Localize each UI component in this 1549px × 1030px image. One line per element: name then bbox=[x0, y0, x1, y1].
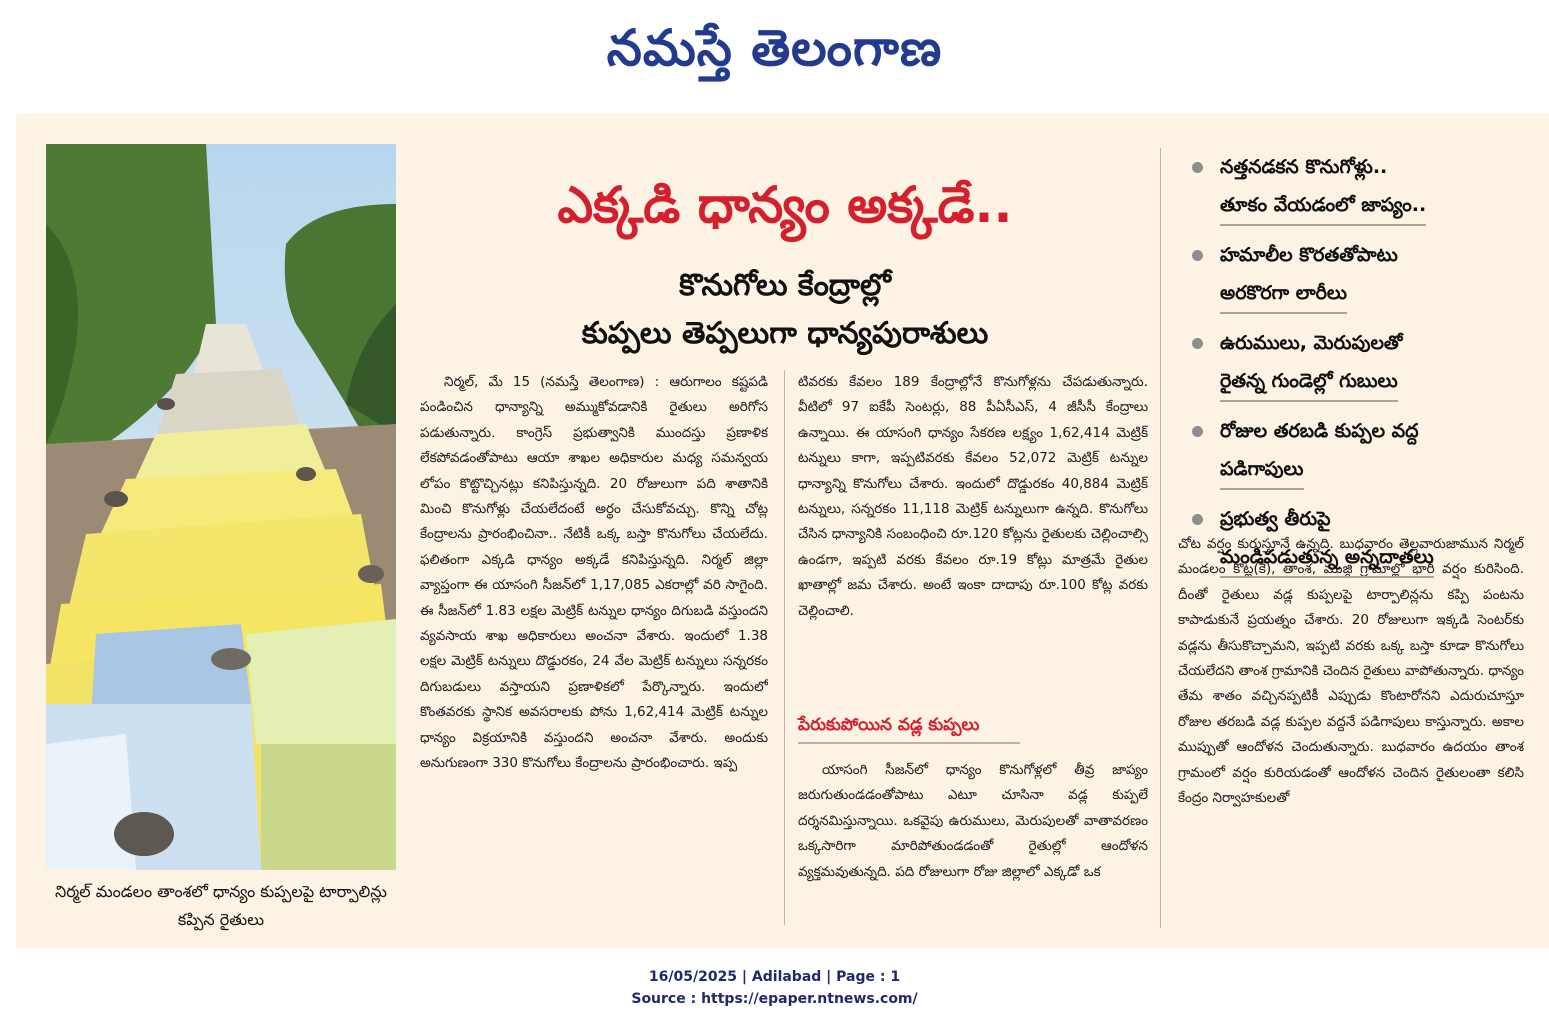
edition-info: 16/05/2025 | Adilabad | Page : 1 bbox=[648, 969, 901, 985]
bullet-line: తూకం వేయడంలో జాప్యం.. bbox=[1220, 186, 1426, 226]
bullet-dot-icon bbox=[1192, 426, 1203, 437]
article-text: యాసంగి సీజన్‌లో ధాన్యం కొనుగోళ్లలో తీవ్ర జాప్యం జరుగుతుండడంతోపాటు ఎటూ చూసినా వడ్ల కుప్పలే దర్శనమిస్తున్నాయి. ఒకవైపు ఉరుములు, మెరుపులతో వాతావరణం ఒక్కసారిగా మారిపోతుండడంతో రైతుల్లో ఆందోళన వ్యక్తమవుతున్నది. పది రోజులుగా రోజు జిల్లాలో ఎక్కడో ఒక bbox=[798, 762, 1148, 880]
bullet-line: ప్రభుత్వ తీరుపై bbox=[1220, 508, 1331, 530]
bullet-line: నత్తనడకన కొనుగోళ్లు.. bbox=[1220, 156, 1388, 178]
bullet-item bbox=[1192, 324, 1522, 402]
bullet-line: పడిగాపులు bbox=[1220, 450, 1304, 490]
article-column-2b bbox=[798, 758, 1148, 933]
bullet-line: రోజుల తరబడి కుప్పల వద్ద bbox=[1220, 420, 1419, 442]
bullet-line: రైతన్న గుండెల్లో గుబులు bbox=[1220, 362, 1398, 402]
article-column-2 bbox=[798, 370, 1148, 690]
bullet-line: హమాలీల కొరతతోపాటు bbox=[1220, 244, 1398, 266]
bullet-item bbox=[1192, 412, 1522, 490]
bullet-dot-icon bbox=[1192, 514, 1203, 525]
masthead-logo: నమస్తే తెలంగాణ bbox=[606, 18, 943, 77]
highlight-bullets bbox=[1192, 148, 1522, 588]
article-text: నిర్మల్, మే 15 (నమస్తే తెలంగాణ) : ఆరుగాలం కష్టపడి పండించిన ధాన్యాన్ని అమ్ముకోవడానికి రైతులు అరిగోస పడుతున్నారు. కాంగ్రెస్ ప్రభుత్వానికి ముందస్తు ప్రణాళిక లేకపోవడంతోపాటు ఆయా శాఖల అధికారుల మధ్య సమన్వయ లోపం కొట్టొచ్చినట్లు కనిపిస్తున్నది. 20 రోజులుగా పది శాతానికి మించి కొనుగోళ్లు చేయలేదంటే అర్థం చేసుకోవచ్చు. కొన్ని చోట్ల కేంద్రాలను ప్రారంభించినా.. నేటికీ ఒక్క బస్తా కొనుగోలు చేయలేదు. ఫలితంగా ఎక్కడి ధాన్యం అక్కడే కనిపిస్తున్నది. నిర్మల్ జిల్లా వ్యాప్తంగా ఈ యాసంగి సీజన్‌లో 1,17,085 ఎకరాల్లో వరి సాగైంది. ఈ సీజన్‌లో 1.83 లక్షల మెట్రిక్ టన్నుల ధాన్యం దిగుబడి వస్తుందని వ్యవసాయ శాఖ అధికారులు అంచనా వేశారు. ఇందులో 1.38 లక్షల మెట్రిక్ టన్నులు దొడ్డురకం, 24 వేల మెట్రిక్ టన్నులు సన్నరకం దిగుబడులు వస్తాయని ప్రణాళికలో పేర్కొన్నారు. ఇందులో కొంతవరకు స్థానిక అవసరాలకు పోను 1,62,414 మెట్రిక్ టన్నుల ధాన్యం విక్రయానికి వస్తుందని అంచనా వేశారు. అందుకు అనుగుణంగా 330 కొనుగోలు కేంద్రాలను ప్రారంభించారు. ఇప్ప bbox=[420, 374, 768, 772]
bullet-line: అరకొరగా లారీలు bbox=[1220, 274, 1347, 314]
bullet-line: ఉరుములు, మెరుపులతో bbox=[1220, 332, 1403, 354]
deck-line-2: కుప్పలు తెప్పలుగా ధాన్యపురాశులు bbox=[581, 316, 989, 351]
article-photo bbox=[46, 144, 396, 870]
column-divider bbox=[784, 370, 785, 925]
grain-heaps-photo bbox=[46, 144, 396, 870]
bullet-dot-icon bbox=[1192, 338, 1203, 349]
bullet-item bbox=[1192, 500, 1522, 578]
article-text: టివరకు కేవలం 189 కేంద్రాల్లోనే కొనుగోళ్లను చేపడుతున్నారు. వీటిలో 97 ఐకేపీ సెంటర్లు, 88 పీఏసీఎస్, 4 జీసీసీ కేంద్రాలు ఉన్నాయి. ఈ యాసంగి ధాన్యం సేకరణ లక్ష్యం 1,62,414 మెట్రిక్ టన్నులు కాగా, ఇప్పటివరకు కేవలం 52,072 మెట్రిక్ టన్నుల ధాన్యాన్ని కొనుగోలు చేశారు. ఇందులో దొడ్డురకం 40,884 మెట్రిక్ టన్నులు, సన్నరకం 11,118 మెట్రిక్ టన్నులుగా ఉన్నది. కొనుగోలు చేసిన ధాన్యానికి సంబంధించి రూ.120 కోట్లను రైతులకు చెల్లించాల్సి ఉండగా, ఇప్పటి వరకు కేవలం రూ.19 కోట్లు మాత్రమే రైతుల ఖాతాల్లో జమ చేశారు. అంటే ఇంకా దాదాపు రూ.100 కోట్ల వరకు చెల్లించాలి. bbox=[798, 374, 1148, 619]
article-column-1 bbox=[420, 370, 768, 930]
source-link[interactable]: Source : https://epaper.ntnews.com/ bbox=[631, 991, 918, 1007]
deck-line-1: కొనుగోలు కేంద్రాల్లో bbox=[679, 268, 891, 303]
page-footer bbox=[0, 966, 1549, 1010]
column-divider bbox=[1160, 148, 1161, 928]
sub-headline: పేరుకుపోయిన వడ్ల కుప్పలు bbox=[798, 710, 1020, 744]
bullet-dot-icon bbox=[1192, 162, 1203, 173]
bullet-dot-icon bbox=[1192, 250, 1203, 261]
bullet-item bbox=[1192, 148, 1522, 226]
bullet-item bbox=[1192, 236, 1522, 314]
headline: ఎక్కడి ధాన్యం అక్కడే.. bbox=[557, 176, 1013, 234]
article-column-3 bbox=[1178, 532, 1524, 932]
bullet-line: మండిపడుతున్న అన్నదాతలు bbox=[1220, 538, 1434, 578]
photo-caption: నిర్మల్ మండలం తాంశలో ధాన్యం కుప్పలపై టార్పాలిన్లు కప్పిన రైతులు bbox=[55, 882, 387, 929]
article-text: చోట వర్షం కురుస్తూనే ఉన్నది. బుధవారం తెల్లవారుజామున నిర్మల్ మండలం కొట్ల(కే), తాంశ, ముజ్గి గ్రామాల్లో భారీ వర్షం కురిసింది. దీంతో రైతులు వడ్ల కుప్పలపై టార్పాలిన్లను కప్పి పంటను కాపాడుకునే ప్రయత్నం చేశారు. 20 రోజులుగా ఇక్కడి సెంటర్‌కు వడ్లను తీసుకొచ్చామని, ఇప్పటి వరకు ఒక్క బస్తా కూడా కొనుగోలు చేయలేదని తాంశ గ్రామానికి చెందిన రైతులు వాపోతున్నారు. ధాన్యం తేమ శాతం వచ్చినప్పటికీ ఎప్పుడు కొంటారోనని ఎదురుచూస్తూ రోజుల తరబడి వడ్ల కుప్పల వద్దనే పడిగాపులు కాస్తున్నారు. అకాల ముప్పుతో ఆందోళన చెందుతున్నారు. బుధవారం ఉదయం తాంశ గ్రామంలో వర్షం కురియడంతో ఆందోళన చెందిన రైతులంతా కలిసి కేంద్రం నిర్వాహకులతో bbox=[1178, 536, 1524, 807]
